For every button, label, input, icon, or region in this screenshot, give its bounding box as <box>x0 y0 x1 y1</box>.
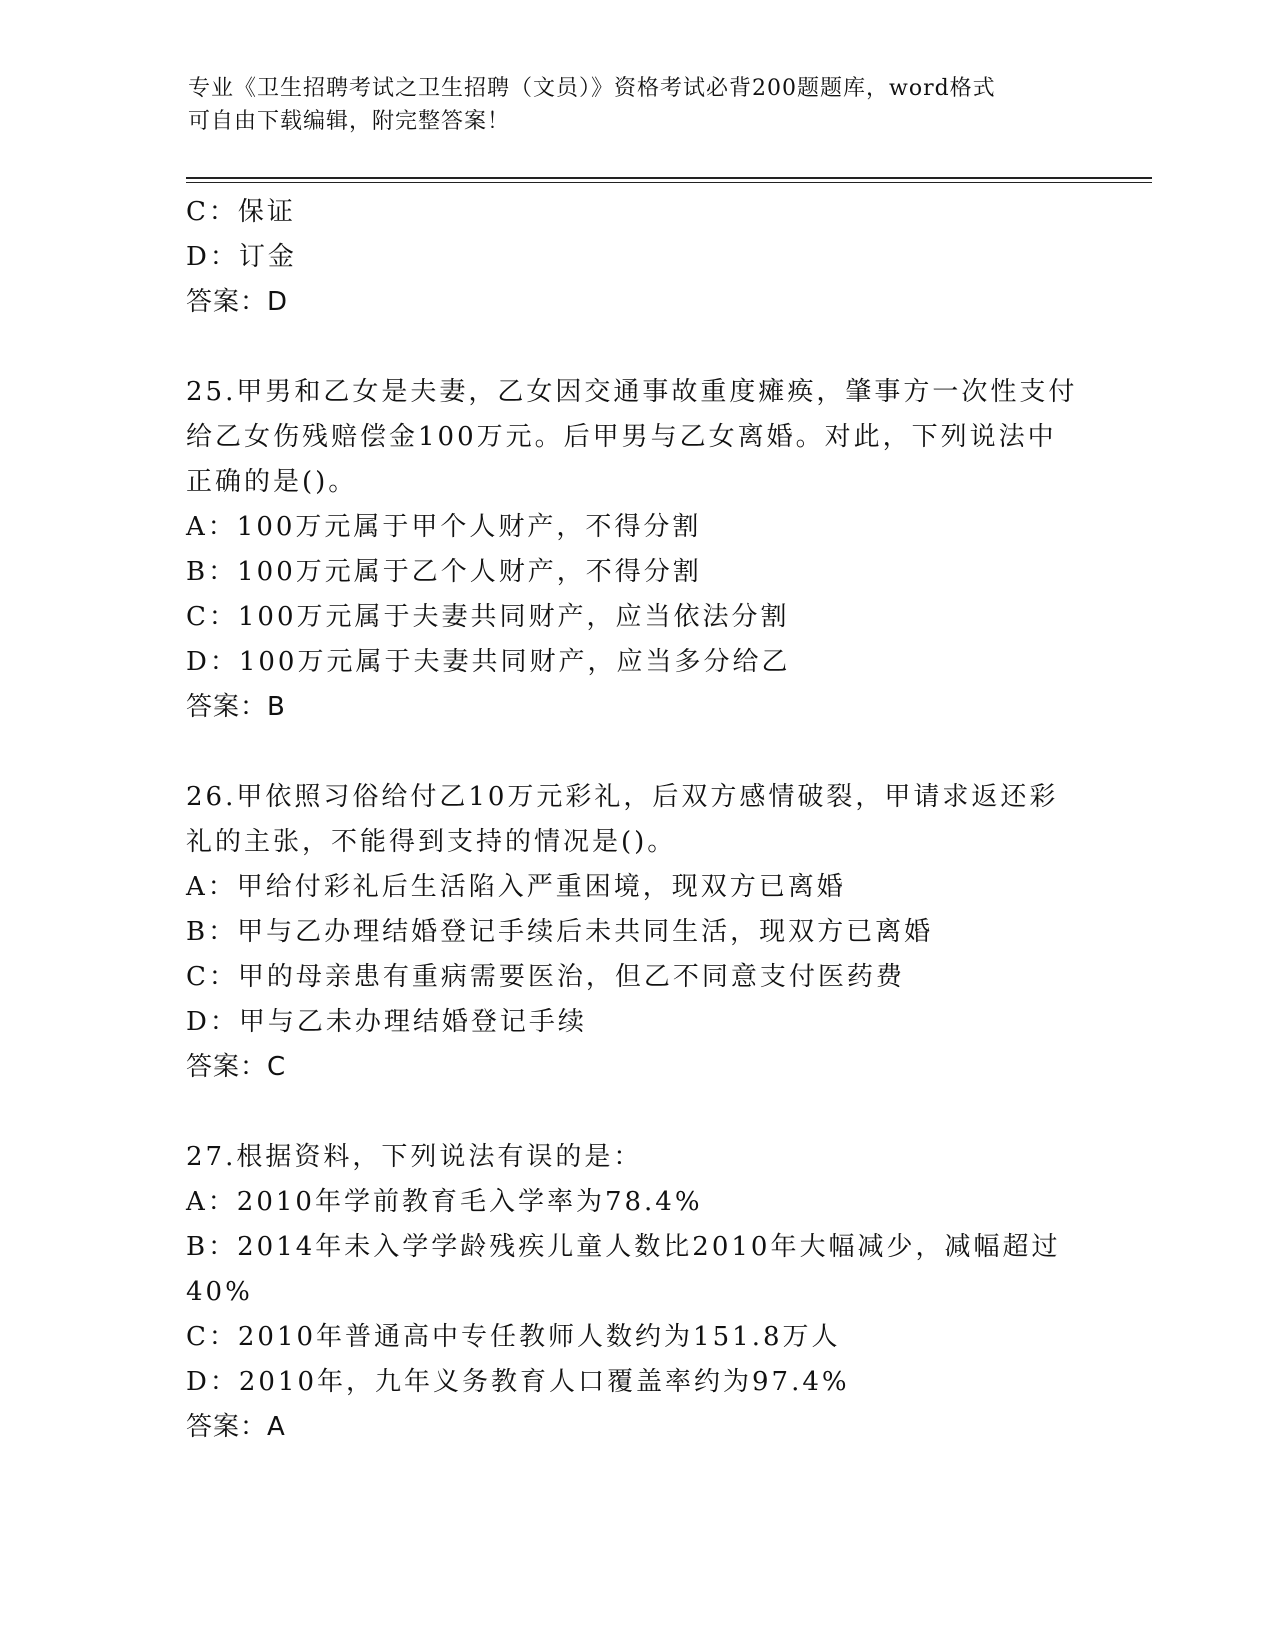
answer-line: 答案：B <box>186 692 286 722</box>
option-c: C：保证 <box>186 197 296 227</box>
option-b: B：2014年未入学学龄残疾儿童人数比2010年大幅减少，减幅超过 <box>186 1232 1061 1262</box>
question-content <box>186 190 1086 1450</box>
answer-line: 答案：D <box>186 287 289 317</box>
question-stem-line: 礼的主张，不能得到支持的情况是()。 <box>186 827 677 857</box>
answer-line: 答案：C <box>186 1052 287 1082</box>
question-27 <box>186 1135 1086 1450</box>
header-line-1: 专业《卫生招聘考试之卫生招聘（文员）》资格考试必背200题题库，word格式 <box>188 76 996 101</box>
option-c: C：100万元属于夫妻共同财产，应当依法分割 <box>186 602 790 632</box>
option-d: D：订金 <box>186 242 297 272</box>
document-header <box>188 72 1068 138</box>
spacer <box>186 730 1086 775</box>
header-divider-thin <box>186 182 1152 183</box>
header-divider-thick <box>186 177 1152 179</box>
header-line-2: 可自由下载编辑，附完整答案！ <box>188 109 511 134</box>
option-c: C：2010年普通高中专任教师人数约为151.8万人 <box>186 1322 841 1352</box>
option-d: D：100万元属于夫妻共同财产，应当多分给乙 <box>186 647 791 677</box>
question-24 <box>186 190 1086 325</box>
option-d: D：甲与乙未办理结婚登记手续 <box>186 1007 587 1037</box>
question-stem-line: 给乙女伤残赔偿金100万元。后甲男与乙女离婚。对此，下列说法中 <box>186 422 1057 452</box>
option-b: B：100万元属于乙个人财产，不得分割 <box>186 557 702 587</box>
question-stem-line: 27.根据资料，下列说法有误的是： <box>186 1142 643 1172</box>
question-stem-line: 26.甲依照习俗给付乙10万元彩礼，后双方感情破裂，甲请求返还彩 <box>186 782 1059 812</box>
option-a: A：2010年学前教育毛入学率为78.4% <box>186 1187 703 1217</box>
answer-line: 答案：A <box>186 1412 286 1442</box>
option-c: C：甲的母亲患有重病需要医治，但乙不同意支付医药费 <box>186 962 905 992</box>
question-stem-line: 25.甲男和乙女是夫妻，乙女因交通事故重度瘫痪，肇事方一次性支付 <box>186 377 1078 407</box>
option-a: A：100万元属于甲个人财产，不得分割 <box>186 512 702 542</box>
option-b-continued: 40% <box>186 1277 253 1307</box>
spacer <box>186 325 1086 370</box>
option-d: D：2010年，九年义务教育人口覆盖率约为97.4% <box>186 1367 850 1397</box>
option-b: B：甲与乙办理结婚登记手续后未共同生活，现双方已离婚 <box>186 917 934 947</box>
question-25 <box>186 370 1086 730</box>
spacer <box>186 1090 1086 1135</box>
option-a: A：甲给付彩礼后生活陷入严重困境，现双方已离婚 <box>186 872 846 902</box>
question-stem-line: 正确的是()。 <box>186 467 358 497</box>
question-26 <box>186 775 1086 1090</box>
